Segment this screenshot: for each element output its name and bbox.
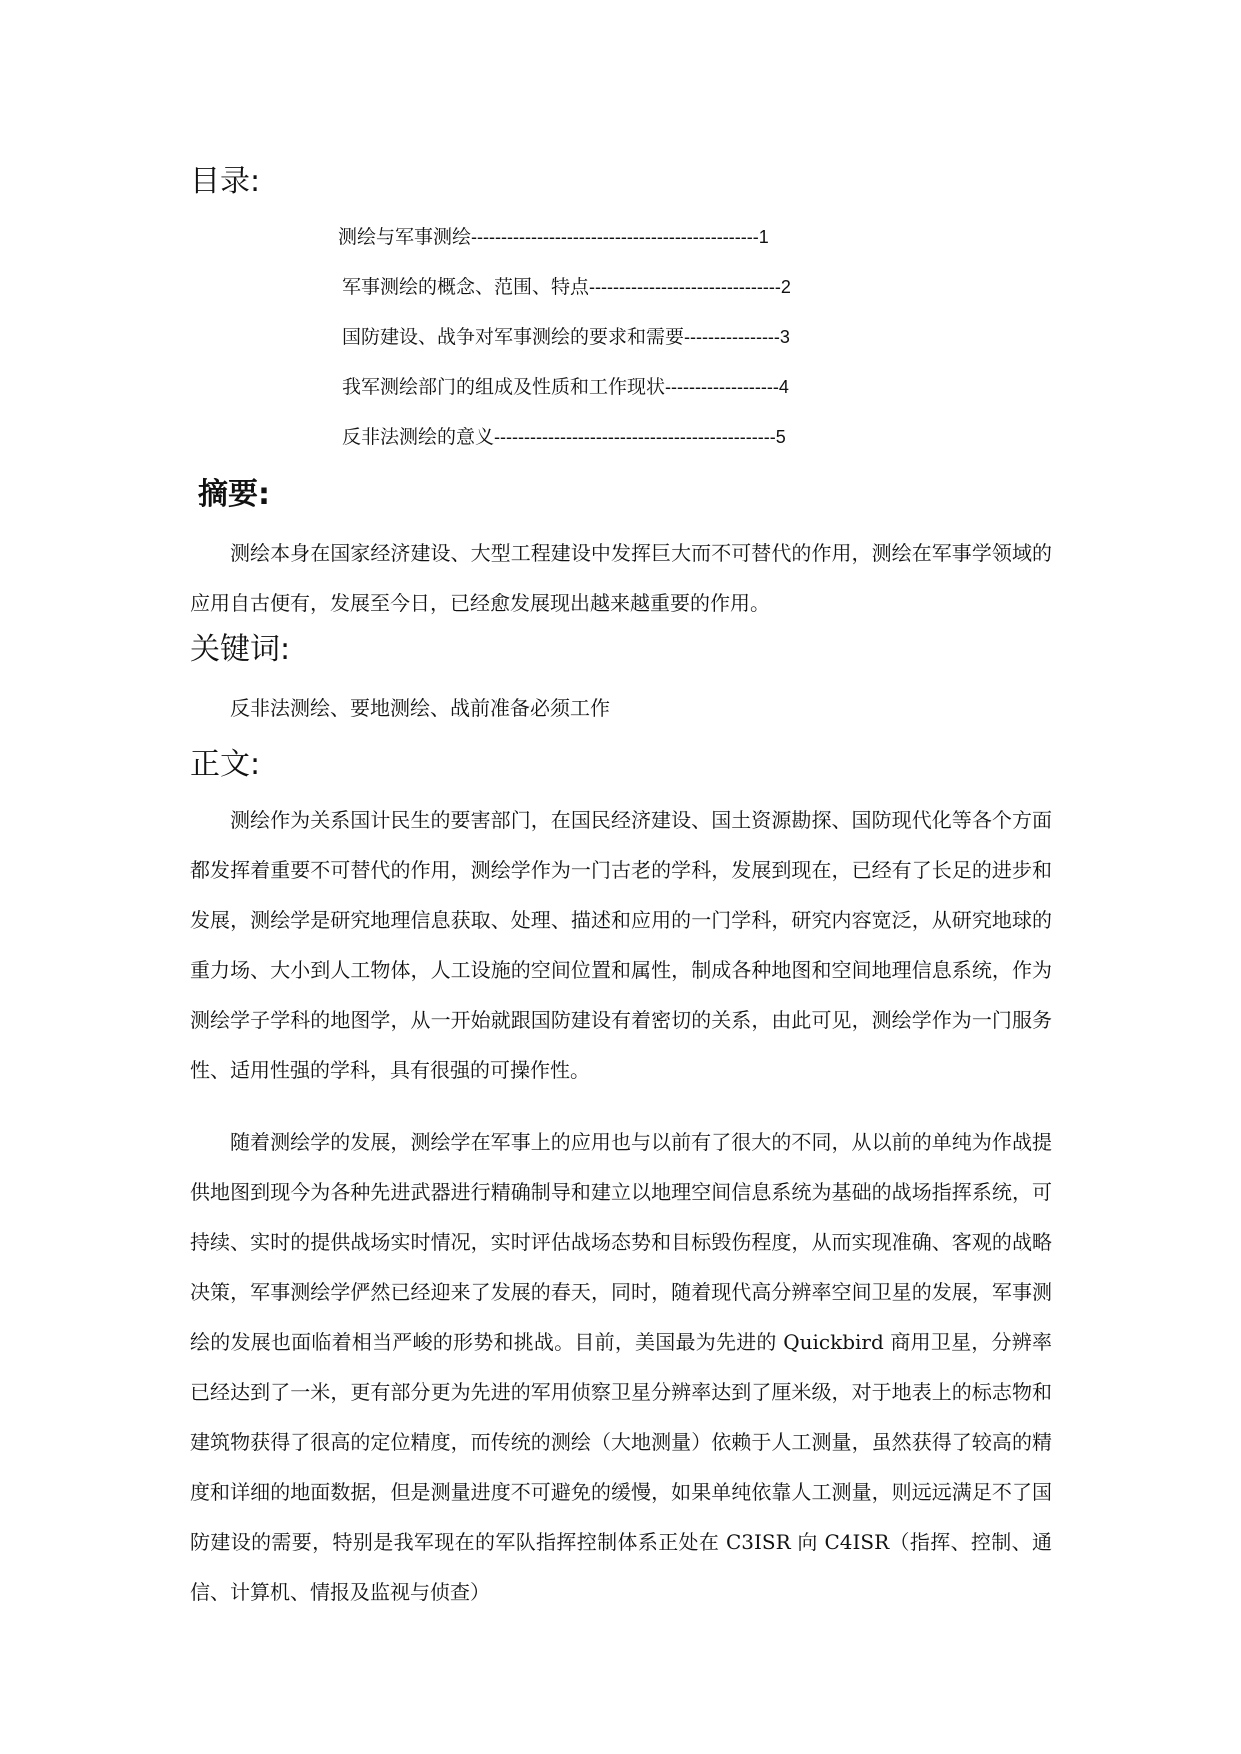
body-paragraph-2: 随着测绘学的发展，测绘学在军事上的应用也与以前有了很大的不同，从以前的单纯为作战提供地图到现今为各种先进武器进行精确制导和建立以地理空间信息系统为基础的战场指挥系统，可持续、实时的提供战场实时情况，实时评估战场态势和目标毁伤程度，从而实现准确、客观的战略决策，军事测绘学俨然已经迎来了发展的春天，同时，随着现代高分辨率空间卫星的发展，军事测绘的发展也面临着相当严峻的形势和挑战。目前，美国最为先进的 Quickbird 商用卫星，分辨率已经达到了一米，更有部分更为先进的军用侦察卫星分辨率达到了厘米级，对于地表上的标志物和建筑物获得了很高的定位精度，而传统的测绘（大地测量）依赖于人工测量，虽然获得了较高的精度和详细的地面数据，但是测量进度不可避免的缓慢，如果单纯依靠人工测量，则远远满足不了国防建设的需要，特别是我军现在的军队指挥控制体系正处在 C3ISR 向 C4ISR（指挥、控制、通信、计算机、情报及监视与侦查） bbox=[190, 1130, 1052, 1604]
keywords-heading: 关键词: bbox=[190, 632, 291, 667]
table-of-contents bbox=[338, 222, 791, 472]
toc-page-number: 5 bbox=[775, 427, 786, 447]
toc-page-number: 4 bbox=[778, 377, 789, 397]
toc-heading: 目录: bbox=[190, 164, 261, 199]
toc-page-number: 2 bbox=[780, 277, 791, 297]
toc-entry-title: 反非法测绘的意义 bbox=[342, 426, 495, 448]
keywords-text: 反非法测绘、要地测绘、战前准备必须工作 bbox=[230, 696, 610, 720]
toc-entry-title: 测绘与军事测绘 bbox=[338, 226, 472, 248]
toc-leader-dots: -------------------------------- bbox=[589, 277, 781, 297]
toc-leader-dots: ------------------- bbox=[665, 377, 779, 397]
toc-leader-dots: ----------------------------------------------- bbox=[494, 427, 776, 447]
toc-entry bbox=[342, 372, 791, 422]
toc-page-number: 3 bbox=[779, 327, 790, 347]
abstract-heading: 摘要: bbox=[198, 477, 270, 512]
toc-leader-dots: ------------------------------------------------ bbox=[471, 227, 759, 247]
toc-entry bbox=[342, 272, 791, 322]
toc-entry-title: 军事测绘的概念、范围、特点 bbox=[342, 276, 590, 298]
toc-entry-title: 我军测绘部门的组成及性质和工作现状 bbox=[342, 376, 666, 398]
toc-page-number: 1 bbox=[758, 227, 769, 247]
abstract-text: 测绘本身在国家经济建设、大型工程建设中发挥巨大而不可替代的作用，测绘在军事学领域的应用自古便有，发展至今日，已经愈发展现出越来越重要的作用。 bbox=[190, 541, 1052, 615]
toc-entry bbox=[342, 322, 791, 372]
body-paragraph-1: 测绘作为关系国计民生的要害部门，在国民经济建设、国土资源勘探、国防现代化等各个方面都发挥着重要不可替代的作用，测绘学作为一门古老的学科，发展到现在，已经有了长足的进步和发展，测绘学是研究地理信息获取、处理、描述和应用的一门学科，研究内容宽泛，从研究地球的重力场、大小到人工物体，人工设施的空间位置和属性，制成各种地图和空间地理信息系统，作为测绘学子学科的地图学，从一开始就跟国防建设有着密切的关系，由此可见，测绘学作为一门服务性、适用性强的学科，具有很强的可操作性。 bbox=[190, 808, 1052, 1082]
toc-entry bbox=[338, 222, 791, 272]
toc-entry bbox=[342, 422, 791, 472]
toc-leader-dots: ---------------- bbox=[684, 327, 780, 347]
toc-entry-title: 国防建设、战争对军事测绘的要求和需要 bbox=[342, 326, 685, 348]
body-heading: 正文: bbox=[190, 747, 261, 782]
